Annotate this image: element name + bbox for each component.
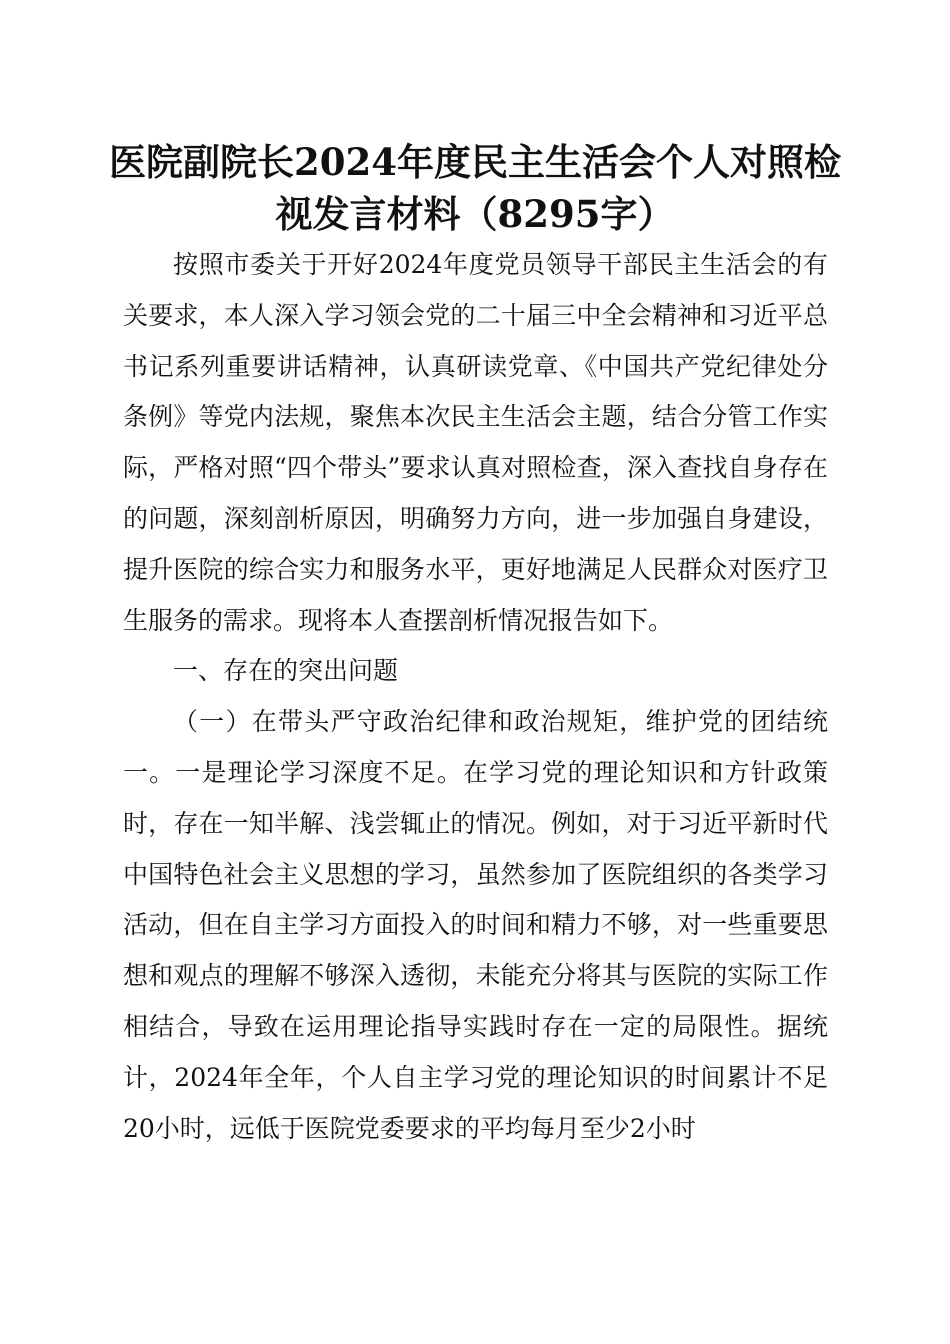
- document-body: [123, 240, 828, 1154]
- section-paragraph: （一）在带头严守政治纪律和政治规矩，维护党的团结统一。一是理论学习深度不足。在学习党的理论知识和方针政策时，存在一知半解、浅尝辄止的情况。例如，对于习近平新时代中国特色社会主义思想的学习，虽然参加了医院组织的各类学习活动，但在自主学习方面投入的时间和精力不够，对一些重要思想和观点的理解不够深入透彻，未能充分将其与医院的实际工作相结合，导致在运用理论指导实践时存在一定的局限性。据统计，2024年全年，个人自主学习党的理论知识的时间累计不足20小时，远低于医院党委要求的平均每月至少2小时: [123, 707, 828, 1143]
- section-heading: 一、存在的突出问题: [173, 656, 399, 686]
- intro-paragraph: 按照市委关于开好2024年度党员领导干部民主生活会的有关要求，本人深入学习领会党的二十届三中全会精神和习近平总书记系列重要讲话精神，认真研读党章、《中国共产党纪律处分条例》等党内法规，聚焦本次民主生活会主题，结合分管工作实际，严格对照“四个带头”要求认真对照检查，深入查找自身存在的问题，深刻剖析原因，明确努力方向，进一步加强自身建设，提升医院的综合实力和服务水平，更好地满足人民群众对医疗卫生服务的需求。现将本人查摆剖析情况报告如下。: [123, 250, 828, 635]
- title-line-1: 医院副院长2024年度民主生活会个人对照检: [109, 140, 841, 184]
- title-line-2: 视发言材料（8295字）: [275, 192, 675, 236]
- document-title: [80, 136, 870, 240]
